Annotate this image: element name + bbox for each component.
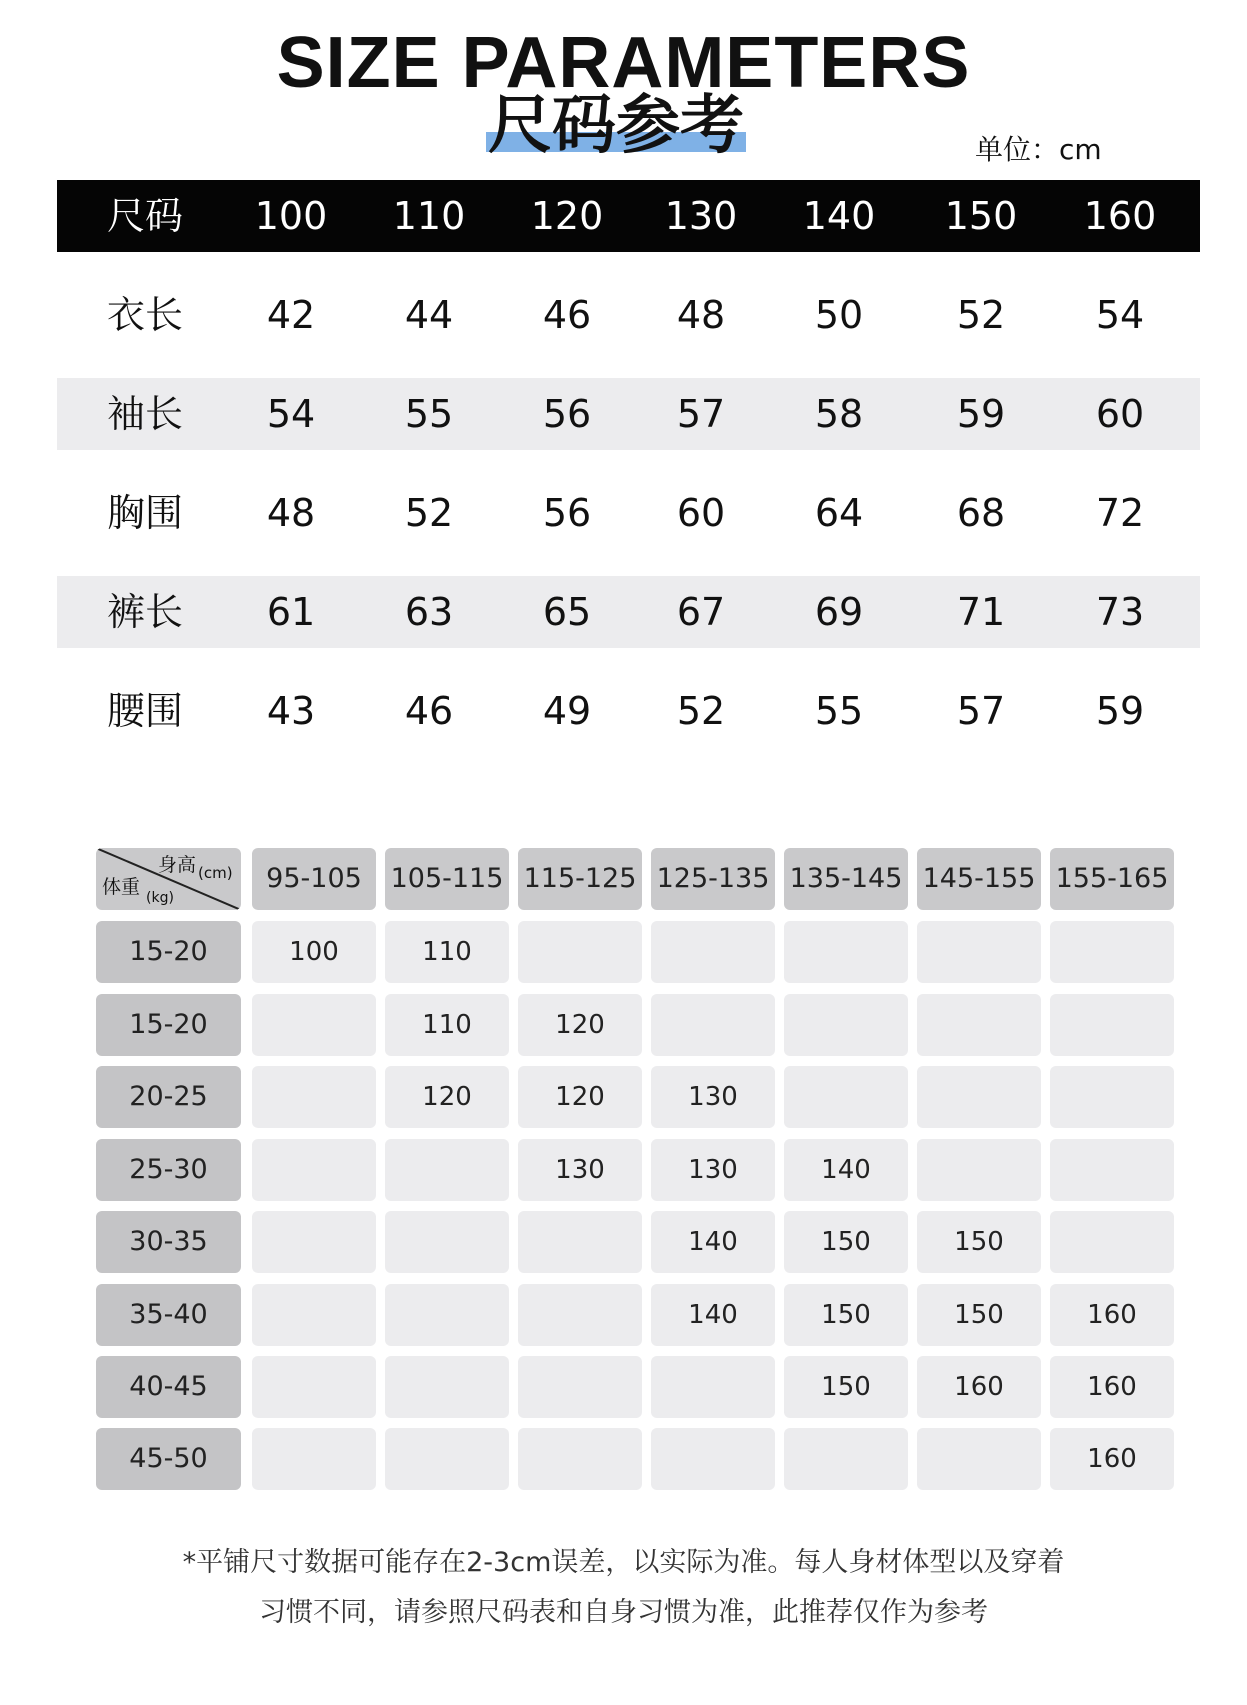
recommended-size-cell [518, 921, 642, 983]
recommended-size-cell [252, 1066, 376, 1128]
recommended-size-cell [1050, 1139, 1174, 1201]
recommended-size-cell [252, 1211, 376, 1273]
table-cell: 46 [404, 689, 454, 733]
row-label: 腰围 [106, 689, 183, 733]
recommended-size-cell [917, 921, 1041, 983]
recommended-size-cell [385, 1211, 509, 1273]
row-label: 胸围 [106, 491, 183, 535]
recommended-size-cell: 140 [784, 1139, 908, 1201]
table-cell: 56 [542, 392, 592, 436]
height-range-header: 135-145 [784, 848, 908, 910]
recommended-size-cell [1050, 994, 1174, 1056]
recommended-size-cell [784, 994, 908, 1056]
recommended-size-cell [651, 1356, 775, 1418]
table-cell: 48 [266, 491, 316, 535]
recommended-size-cell [252, 1284, 376, 1346]
recommended-size-cell: 150 [784, 1284, 908, 1346]
table-cell: 49 [542, 689, 592, 733]
table-row [57, 279, 1200, 351]
recommended-size-cell: 130 [651, 1139, 775, 1201]
corner-weight-label: 体重 [102, 876, 141, 898]
table-cell: 56 [542, 491, 592, 535]
table-cell: 42 [266, 293, 316, 337]
header-size: 150 [944, 194, 1018, 238]
recommended-size-cell [784, 1066, 908, 1128]
recommended-size-cell [917, 1139, 1041, 1201]
unit-label: 单位：cm [975, 133, 1102, 166]
recommended-size-cell [651, 921, 775, 983]
spacer [57, 252, 1200, 279]
recommended-size-cell [252, 1356, 376, 1418]
row-label: 衣长 [106, 293, 183, 337]
corner-height-unit: (cm) [198, 864, 233, 882]
table-cell: 60 [676, 491, 726, 535]
title-chinese: 尺码参考 [488, 89, 744, 163]
table-cell: 55 [404, 392, 454, 436]
header-size: 130 [664, 194, 738, 238]
height-range-header: 125-135 [651, 848, 775, 910]
table-cell: 57 [956, 689, 1006, 733]
table-row [57, 576, 1200, 648]
recommended-size-cell [385, 1356, 509, 1418]
title-english: SIZE PARAMETERS [276, 23, 971, 103]
recommended-size-cell: 100 [252, 921, 376, 983]
height-range-header: 105-115 [385, 848, 509, 910]
recommended-size-cell [651, 1428, 775, 1490]
height-range-header: 145-155 [917, 848, 1041, 910]
table-cell: 52 [956, 293, 1006, 337]
table-cell: 65 [542, 590, 592, 634]
recommended-size-cell: 150 [784, 1211, 908, 1273]
table-cell: 50 [814, 293, 864, 337]
recommended-size-cell: 160 [1050, 1428, 1174, 1490]
recommended-size-cell: 130 [651, 1066, 775, 1128]
spacer [57, 450, 1200, 477]
recommended-size-cell [1050, 1211, 1174, 1273]
table-cell: 43 [266, 689, 316, 733]
recommended-size-cell: 120 [385, 1066, 509, 1128]
recommended-size-cell [385, 1428, 509, 1490]
recommended-size-cell [252, 1428, 376, 1490]
recommended-size-cell [784, 921, 908, 983]
row-label: 裤长 [106, 590, 183, 634]
weight-range-label: 20-25 [96, 1066, 241, 1128]
table-cell: 64 [814, 491, 864, 535]
recommended-size-cell [518, 1428, 642, 1490]
table-cell: 69 [814, 590, 864, 634]
corner-weight-unit: (kg) [146, 890, 174, 906]
table-row [57, 378, 1200, 450]
row-label: 袖长 [106, 392, 183, 436]
table-cell: 67 [676, 590, 726, 634]
header-size: 120 [530, 194, 604, 238]
table-row [57, 675, 1200, 747]
table-cell: 55 [814, 689, 864, 733]
recommended-size-cell: 130 [518, 1139, 642, 1201]
table-cell: 58 [814, 392, 864, 436]
recommended-size-cell [252, 1139, 376, 1201]
spacer [57, 549, 1200, 576]
weight-range-label: 25-30 [96, 1139, 241, 1201]
table-cell: 60 [1095, 392, 1145, 436]
footnote-line-1: *平铺尺寸数据可能存在2-3cm误差，以实际为准。每人身材体型以及穿着 [182, 1547, 1065, 1578]
header-size: 140 [802, 194, 876, 238]
table-cell: 59 [1095, 689, 1145, 733]
recommended-size-cell: 120 [518, 1066, 642, 1128]
height-range-header: 115-125 [518, 848, 642, 910]
table-cell: 54 [266, 392, 316, 436]
weight-range-label: 45-50 [96, 1428, 241, 1490]
table-cell: 63 [404, 590, 454, 634]
weight-range-label: 30-35 [96, 1211, 241, 1273]
recommended-size-cell [917, 1428, 1041, 1490]
recommended-size-cell [651, 994, 775, 1056]
size-table-header [57, 180, 1200, 252]
table-cell: 57 [676, 392, 726, 436]
recommended-size-cell [1050, 921, 1174, 983]
recommended-size-cell [252, 994, 376, 1056]
table-cell: 52 [676, 689, 726, 733]
weight-range-label: 15-20 [96, 994, 241, 1056]
recommended-size-cell: 160 [1050, 1356, 1174, 1418]
table-cell: 68 [956, 491, 1006, 535]
table-cell: 59 [956, 392, 1006, 436]
weight-range-label: 35-40 [96, 1284, 241, 1346]
table-cell: 54 [1095, 293, 1145, 337]
header-size: 110 [392, 194, 466, 238]
recommended-size-cell: 110 [385, 994, 509, 1056]
recommended-size-cell [917, 994, 1041, 1056]
height-range-header: 155-165 [1050, 848, 1174, 910]
weight-range-label: 15-20 [96, 921, 241, 983]
recommended-size-cell [385, 1139, 509, 1201]
header-size: 100 [254, 194, 328, 238]
table-cell: 73 [1095, 590, 1145, 634]
recommended-size-cell [518, 1356, 642, 1418]
table-cell: 44 [404, 293, 454, 337]
footnote-line-2: 习惯不同，请参照尺码表和自身习惯为准，此推荐仅作为参考 [259, 1597, 988, 1628]
recommended-size-cell [1050, 1066, 1174, 1128]
table-cell: 48 [676, 293, 726, 337]
header-size: 160 [1083, 194, 1157, 238]
spacer [57, 648, 1200, 675]
recommended-size-cell: 140 [651, 1211, 775, 1273]
recommended-size-cell: 150 [917, 1284, 1041, 1346]
size-table [57, 180, 1200, 747]
table-cell: 52 [404, 491, 454, 535]
table-row [57, 477, 1200, 549]
weight-range-label: 40-45 [96, 1356, 241, 1418]
height-range-header: 95-105 [252, 848, 376, 910]
recommended-size-cell: 150 [784, 1356, 908, 1418]
recommended-size-cell [385, 1284, 509, 1346]
recommended-size-cell: 110 [385, 921, 509, 983]
header-label: 尺码 [106, 194, 183, 238]
recommended-size-cell [518, 1211, 642, 1273]
recommended-size-cell: 160 [1050, 1284, 1174, 1346]
table-cell: 72 [1095, 491, 1145, 535]
table-cell: 61 [266, 590, 316, 634]
recommended-size-cell: 150 [917, 1211, 1041, 1273]
table-cell: 46 [542, 293, 592, 337]
recommended-size-cell [917, 1066, 1041, 1128]
recommended-size-cell [518, 1284, 642, 1346]
corner-height-label: 身高 [158, 854, 197, 876]
recommended-size-cell: 160 [917, 1356, 1041, 1418]
recommended-size-cell: 140 [651, 1284, 775, 1346]
title-chinese-block [486, 90, 746, 162]
recommended-size-cell [784, 1428, 908, 1490]
table-cell: 71 [956, 590, 1006, 634]
recommended-size-cell: 120 [518, 994, 642, 1056]
spacer [57, 351, 1200, 378]
corner-header-cell [96, 848, 241, 910]
